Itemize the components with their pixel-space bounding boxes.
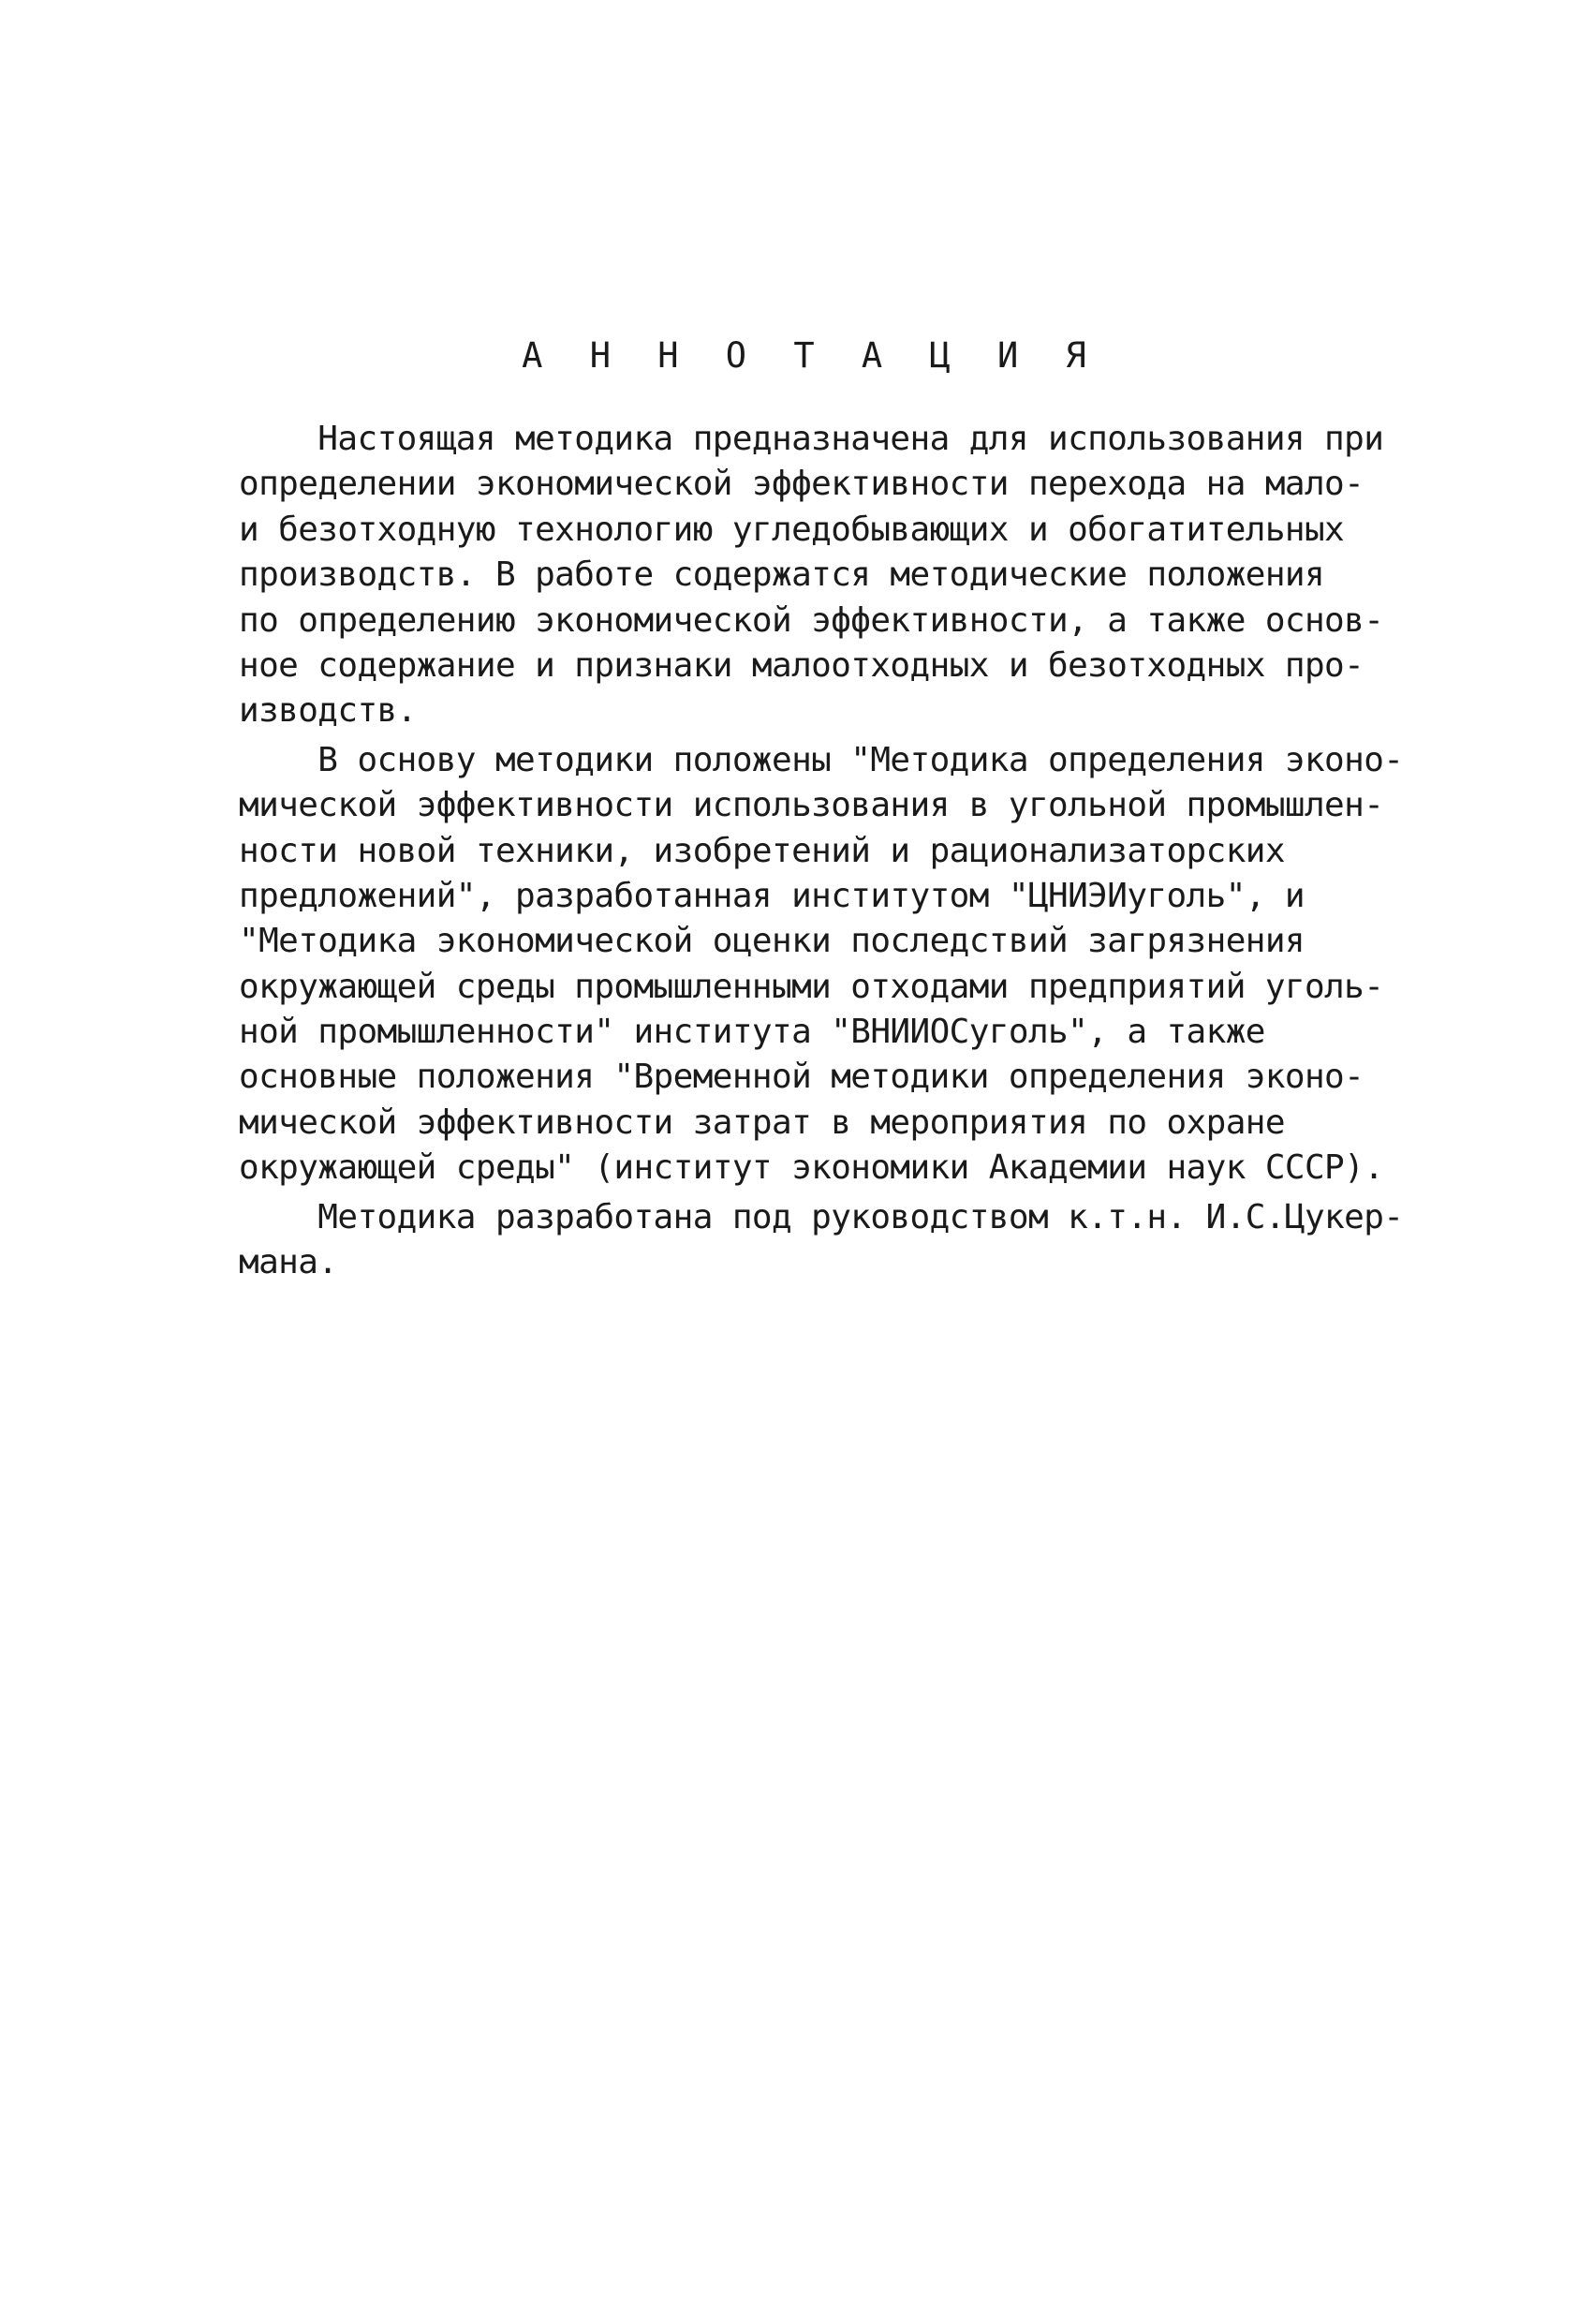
text-line: мической эффективности использования в угольной промышлен-: [239, 786, 1384, 825]
paragraph-3: [239, 1195, 1405, 1286]
text-line: по определению экономической эффективности, а также основ-: [239, 600, 1384, 640]
text-line: предложений", разработанная институтом "ЦНИЭИуголь", и: [239, 876, 1305, 915]
text-line: мической эффективности затрат в мероприятия по охране: [239, 1103, 1285, 1142]
paragraph-1: [239, 417, 1405, 734]
text-line: производств. В работе содержатся методические положения: [239, 555, 1325, 595]
text-line: определении экономической эффективности перехода на мало-: [239, 465, 1364, 504]
text-line: и безотходную технологию угледобывающих и обогатительных: [239, 510, 1345, 549]
text-line: В основу методики положены "Методика определения эконо-: [239, 740, 1404, 779]
text-line: ной промышленности" института "ВНИИОСуголь", а также: [239, 1013, 1265, 1052]
text-line: Методика разработана под руководством к.т.н. И.С.Цукер-: [239, 1197, 1404, 1236]
text-line: окружающей среды" (институт экономики Академии наук СССР).: [239, 1148, 1384, 1188]
paragraph-2: [239, 738, 1405, 1192]
text-line: основные положения "Временной методики определения эконо-: [239, 1058, 1364, 1097]
annotation-body: [239, 417, 1405, 1285]
page-title: А Н Н О Т А Ц И Я: [522, 335, 1099, 376]
text-line: ности новой техники, изобретений и рационализаторских: [239, 831, 1285, 870]
text-line: изводств.: [239, 691, 417, 731]
text-line: Настоящая методика предназначена для использования при: [239, 420, 1384, 458]
text-line: "Методика экономической оценки последствий загрязнения: [239, 922, 1305, 961]
text-line: окружающей среды промышленными отходами предприятий уголь-: [239, 967, 1384, 1006]
text-line: ное содержание и признаки малоотходных и безотходных про-: [239, 645, 1364, 685]
text-line: мана.: [239, 1243, 338, 1282]
